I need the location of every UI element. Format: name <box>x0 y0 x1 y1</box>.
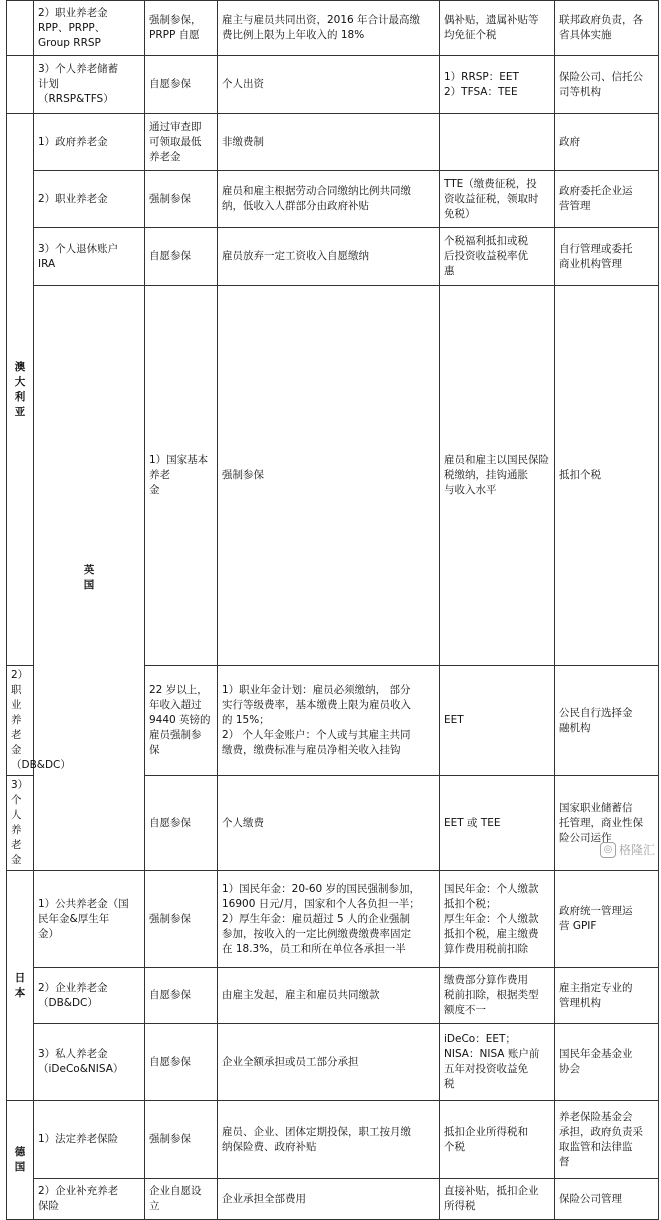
cell-line: 2）职业养老金 <box>38 192 108 205</box>
cell-line: 个税福利抵扣或税 <box>444 235 528 247</box>
cell-line: 政府委托企业运 <box>559 185 633 197</box>
cell-line: 保险公司、信托公 <box>559 70 643 83</box>
plan-cell <box>7 776 34 871</box>
cell-line: 自愿参保 <box>149 816 191 829</box>
table-row <box>7 871 659 968</box>
cell-line: 国民年金基金业 <box>559 1048 633 1060</box>
country-cell: 澳 大 利 亚 <box>7 114 34 666</box>
type-cell <box>145 1024 218 1101</box>
cell-line: 年收入超过 <box>149 699 202 711</box>
admin-cell <box>555 56 659 114</box>
funding-cell <box>218 968 440 1024</box>
cell-line: 强制参保， <box>149 14 202 26</box>
cell-line: IRA <box>38 257 56 270</box>
cell-line: PRPP 自愿 <box>149 29 200 41</box>
plan-cell <box>34 228 145 286</box>
tax-cell <box>440 171 555 228</box>
tax-cell <box>440 56 555 114</box>
funding-cell <box>218 171 440 228</box>
plan-cell <box>34 968 145 1024</box>
cell-line: 雇主与雇员共同出资，2016 年合计最高缴 <box>222 14 421 26</box>
cell-line: 金 <box>149 484 160 496</box>
cell-line: 算作费用税前扣除 <box>444 942 528 955</box>
cell-line: 企业自愿设 <box>149 1185 202 1197</box>
cell-line: 3）个人养老储蓄 <box>38 63 119 75</box>
cell-line: 纳保险费、政府补贴 <box>222 1140 317 1153</box>
cell-line: 3）个人退休账户 <box>38 242 119 255</box>
cell-line: 缴费，缴费标准与雇员净相关收入挂钩 <box>222 744 401 756</box>
cell-line: 自愿参保 <box>149 250 191 262</box>
cell-line: 2）职业养老金 <box>38 6 108 19</box>
country-cell <box>7 1 34 56</box>
cell-line: 1）国民年金：20-60 岁的国民强制参加， <box>222 882 421 895</box>
cell-line: （DB&DC） <box>11 759 71 771</box>
funding-cell <box>440 286 555 666</box>
admin-cell <box>555 1 659 56</box>
cell-line: 参加，按收入的一定比例缴费缴费率固定 <box>222 927 411 940</box>
cell-line: 直接补贴，抵扣企业 <box>444 1185 539 1197</box>
cell-line: 强制参保 <box>222 469 264 481</box>
cell-line: 计划 <box>38 78 59 90</box>
funding-cell <box>218 56 440 114</box>
cell-line: 五年对投资收益免 <box>444 1063 528 1075</box>
cell-line: 强制参保 <box>149 192 191 205</box>
cell-line: 2）TFSA：TEE <box>444 85 518 98</box>
country-cell: 日 本 <box>7 871 34 1101</box>
tax-cell <box>440 871 555 968</box>
cell-line: 通过审查即 <box>149 120 202 133</box>
cell-line: 均免征个税 <box>444 29 497 41</box>
cell-line: 后投资收益税率优 <box>444 250 528 262</box>
table-row <box>7 114 659 171</box>
cell-line: 抵扣企业所得税和 <box>444 1125 528 1138</box>
cell-line: 企业全额承担或员工部分承担 <box>222 1055 359 1068</box>
tax-cell <box>440 228 555 286</box>
cell-line: 养老保险基金会 <box>559 1110 633 1123</box>
cell-line: 税前扣除，根据类型 <box>444 989 539 1001</box>
cell-line: 抵扣个税； <box>444 897 497 910</box>
cell-line: NISA：NISA 账户前 <box>444 1048 540 1060</box>
table-row <box>7 968 659 1024</box>
cell-line: iDeCo：EET； <box>444 1033 516 1045</box>
cell-line: 抵扣个税，雇主缴费 <box>444 927 539 940</box>
cell-line: 税 <box>444 1078 455 1090</box>
cell-line: 额度不一 <box>444 1004 486 1016</box>
cell-line: 2）厚生年金：雇员超过 5 人的企业强制 <box>222 912 411 925</box>
tax-cell <box>440 776 555 871</box>
cell-line: 保险公司管理 <box>559 1192 622 1205</box>
type-cell <box>145 776 218 871</box>
admin-cell <box>555 968 659 1024</box>
cell-line: Group RRSP <box>38 36 101 49</box>
tax-cell <box>440 1024 555 1101</box>
watermark-text: 格隆汇 <box>618 843 655 857</box>
admin-cell <box>555 228 659 286</box>
table-row <box>7 171 659 228</box>
tax-cell <box>440 1 555 56</box>
tax-cell <box>440 1179 555 1220</box>
cell-line: 承担，政府负责采 <box>559 1125 643 1138</box>
cell-line: 雇员强制参 <box>149 729 202 741</box>
cell-line: 险公司运作 <box>559 831 612 844</box>
admin-cell <box>555 666 659 776</box>
tax-cell <box>440 1101 555 1179</box>
cell-line: 营 GPIF <box>559 920 597 932</box>
plan-cell <box>34 1101 145 1179</box>
cell-line: 金） <box>38 927 59 940</box>
cell-line: 实行等级费率，基本缴费上限为雇员收入 <box>222 699 411 711</box>
table-row <box>7 56 659 114</box>
admin-cell <box>555 114 659 171</box>
cell-line: 国民年金：个人缴款 <box>444 882 539 895</box>
cell-line: 保 <box>149 744 160 756</box>
cell-line: 个税 <box>444 1140 465 1153</box>
type-cell <box>145 871 218 968</box>
cell-line: 国家职业储蓄信 <box>559 801 633 814</box>
plan-cell <box>34 114 145 171</box>
cell-line: 商业机构管理 <box>559 257 622 270</box>
cell-line: 1）政府养老金 <box>38 135 108 148</box>
cell-line: EET <box>444 714 464 726</box>
cell-line: 1）国家基本养老 <box>149 454 209 481</box>
cell-line: 纳，低收入人群部分由政府补贴 <box>222 200 369 212</box>
cell-line: 托管理，商业性保 <box>559 816 643 829</box>
cell-line: 惠 <box>444 265 455 277</box>
country-cell <box>7 56 34 114</box>
cell-line: 协会 <box>559 1063 580 1075</box>
cell-line: 22 岁以上， <box>149 684 208 696</box>
cell-line: （DB&DC） <box>38 996 98 1009</box>
cell-line: 联邦政府负责，各 <box>559 14 643 26</box>
cell-line: 自愿参保 <box>149 78 191 90</box>
cell-line: （iDeCo&NISA） <box>38 1063 124 1075</box>
cell-line: 司等机构 <box>559 85 601 98</box>
cell-line: 资收益征税，领取时 <box>444 192 539 205</box>
type-cell <box>145 1101 218 1179</box>
cell-line: 雇员、企业、团体定期投保，职工按月缴 <box>222 1125 411 1138</box>
funding-cell <box>218 114 440 171</box>
type-cell <box>145 171 218 228</box>
admin-cell <box>555 1101 659 1179</box>
cell-line: 雇员和雇主以国民保险税缴纳，挂钩通胀 <box>444 454 549 481</box>
cell-line: 厚生年金：个人缴款 <box>444 912 539 925</box>
type-cell <box>145 1179 218 1220</box>
tax-cell <box>555 286 659 666</box>
funding-cell <box>218 776 440 871</box>
funding-cell <box>218 666 440 776</box>
cell-line: 融机构 <box>559 721 591 734</box>
cell-line: 自愿参保 <box>149 1055 191 1068</box>
cell-line: 2）企业补充养老 <box>38 1185 119 1197</box>
cell-line: 9440 英镑的 <box>149 714 211 726</box>
cell-line: 可领取最低 <box>149 135 202 148</box>
plan-cell <box>34 171 145 228</box>
cell-line: 取监管和法律监 <box>559 1140 633 1153</box>
cell-line: 政府 <box>559 135 580 148</box>
cell-line: 1）法定养老保险 <box>38 1133 119 1145</box>
cell-line: 公民自行选择金 <box>559 706 633 719</box>
plan-cell <box>34 1024 145 1101</box>
tax-cell <box>440 968 555 1024</box>
table-row <box>7 286 659 666</box>
cell-line: 1）职业年金计划：雇员必须缴纳， 部分 <box>222 684 411 696</box>
cell-line: 费比例上限为上年收入的 18% <box>222 29 365 41</box>
cell-line: 雇员放弃一定工资收入自愿缴纳 <box>222 250 369 262</box>
cell-line: 缴费部分算作费用 <box>444 974 528 986</box>
funding-cell <box>218 871 440 968</box>
type-cell <box>145 1 218 56</box>
cell-line: 雇主指定专业的 <box>559 981 633 994</box>
plan-cell <box>7 666 71 776</box>
type-cell <box>145 114 218 171</box>
cell-line: 强制参保 <box>149 1133 191 1145</box>
cell-line: （RRSP&TFS） <box>38 93 114 105</box>
cell-line: 雇员和雇主根据劳动合同缴纳比例共同缴 <box>222 185 411 197</box>
funding-cell <box>218 1179 440 1220</box>
funding-cell <box>218 1101 440 1179</box>
type-cell <box>145 56 218 114</box>
tax-cell <box>440 114 555 171</box>
plan-cell <box>145 286 218 666</box>
cell-line: 个人缴费 <box>222 816 264 829</box>
type-cell <box>218 286 440 666</box>
cell-line: 自愿参保 <box>149 989 191 1001</box>
plan-cell <box>34 871 145 968</box>
country-cell: 德 国 <box>7 1101 34 1220</box>
cell-line: 的 15%； <box>222 714 270 726</box>
cell-line: TTE（缴费征税，投 <box>444 177 537 190</box>
type-cell <box>145 968 218 1024</box>
cell-line: 个人出资 <box>222 78 264 90</box>
cell-line: 3）个人养老金 <box>11 779 29 866</box>
table-row <box>7 1179 659 1220</box>
cell-line: 强制参保 <box>149 912 191 925</box>
cell-line: 16900 日元/月，国家和个人各负担一半； <box>222 897 420 910</box>
funding-cell <box>218 1 440 56</box>
cell-line: 营管理 <box>559 200 591 212</box>
funding-cell <box>218 1024 440 1101</box>
cell-line: 与收入水平 <box>444 484 497 496</box>
cell-line: 企业承担全部费用 <box>222 1192 306 1205</box>
cell-line: 立 <box>149 1200 160 1212</box>
cell-line: 在 18.3%，员工和所在单位各承担一半 <box>222 942 406 955</box>
admin-cell <box>555 1179 659 1220</box>
cell-line: 由雇主发起，雇主和雇员共同缴款 <box>222 989 380 1001</box>
watermark <box>600 841 655 858</box>
cell-line: 省具体实施 <box>559 29 612 41</box>
cell-line: 抵扣个税 <box>559 469 601 481</box>
pension-comparison-table <box>6 0 659 1220</box>
cell-line: 3）私人养老金 <box>38 1048 108 1060</box>
cell-line: RPP、PRPP、 <box>38 21 106 34</box>
cell-line: 养老金 <box>149 150 181 163</box>
table-row <box>7 1101 659 1179</box>
cell-line: 1）RRSP：EET <box>444 70 519 83</box>
country-cell: 英 国 <box>34 286 145 871</box>
plan-cell <box>34 1179 145 1220</box>
table-row <box>7 228 659 286</box>
type-cell <box>145 228 218 286</box>
logo-icon: ◎ <box>600 842 616 858</box>
plan-cell <box>34 1 145 56</box>
cell-line: 管理机构 <box>559 996 601 1009</box>
tax-cell <box>440 666 555 776</box>
funding-cell <box>218 228 440 286</box>
table-row <box>7 1 659 56</box>
cell-line: 2）职业养老金 <box>11 669 29 756</box>
cell-line: 民年金&厚生年 <box>38 912 110 925</box>
cell-line: 非缴费制 <box>222 135 264 148</box>
admin-cell <box>555 1024 659 1101</box>
admin-cell <box>555 171 659 228</box>
cell-line: 2） 个人年金账户：个人或与其雇主共同 <box>222 729 411 741</box>
admin-cell <box>555 871 659 968</box>
cell-line: EET 或 TEE <box>444 816 501 829</box>
cell-line: 1）公共养老金（国 <box>38 897 129 910</box>
cell-line: 偶补贴，遗属补贴等 <box>444 14 539 26</box>
cell-line: 免税） <box>444 207 476 220</box>
cell-line: 政府统一管理运 <box>559 905 633 917</box>
table-row <box>7 1024 659 1101</box>
cell-line: 2）企业养老金 <box>38 981 108 994</box>
cell-line: 所得税 <box>444 1200 476 1212</box>
plan-cell <box>34 56 145 114</box>
type-cell <box>145 666 218 776</box>
cell-line: 保险 <box>38 1200 59 1212</box>
cell-line: 督 <box>559 1155 570 1168</box>
cell-line: 自行管理或委托 <box>559 242 633 255</box>
